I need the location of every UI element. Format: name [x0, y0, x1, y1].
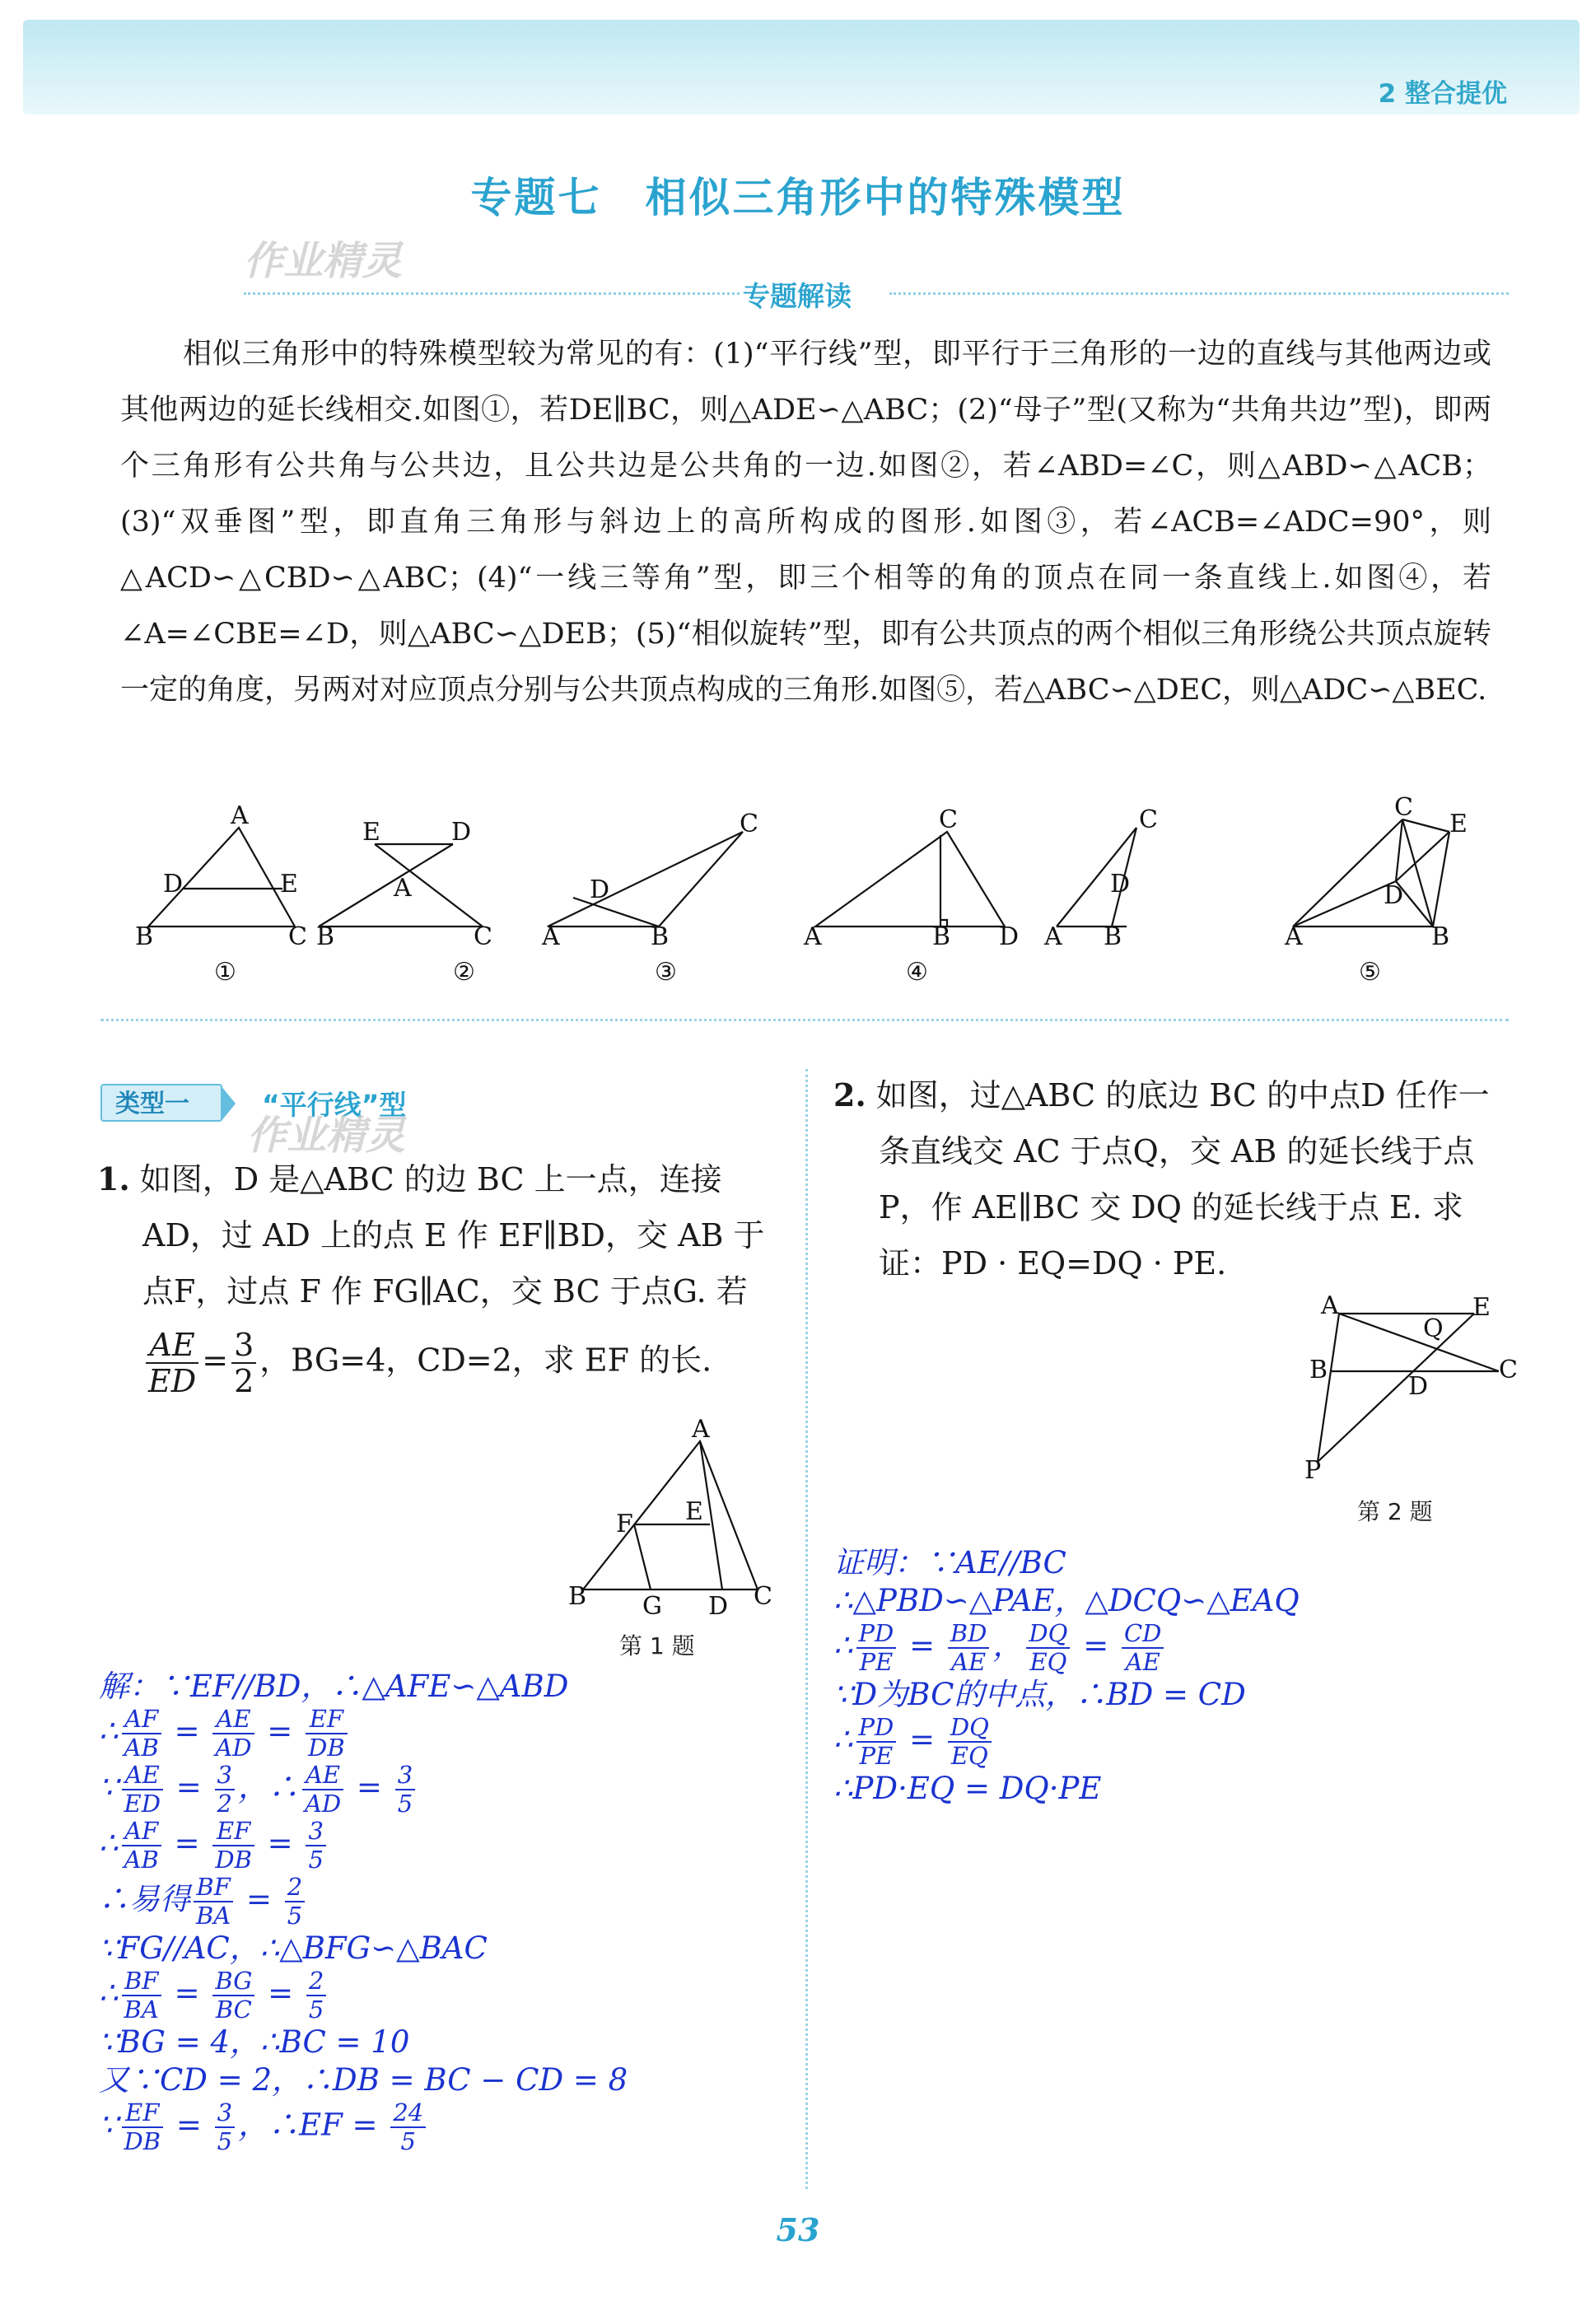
solution-2-line-3: ∴ $\frac{PD}{PE}$ = $\frac{BD}{AE}$ ， $\frac{DQ}{EQ}$ = $\frac{CD}{AE}$	[833, 1620, 1542, 1676]
figure-number-3: ③	[655, 958, 677, 987]
svg-text:C: C	[474, 922, 492, 951]
problem-2-line-1: 如图，过△ABC 的底边 BC 的中点D 任作一	[875, 1077, 1490, 1113]
svg-text:D: D	[1408, 1372, 1429, 1401]
svg-text:B: B	[932, 922, 951, 951]
solution-1-line-6: ∵FG//AC，∴△BFG∽△BAC	[99, 1930, 488, 1966]
svg-text:A: A	[1285, 922, 1303, 951]
solution-2-line-5: ∴ $\frac{PD}{PE}$ = $\frac{DQ}{EQ}$	[833, 1714, 1542, 1770]
solution-2-line-4: ∵D为BC的中点，∴BD = CD	[833, 1677, 1246, 1712]
problem-2-number: 2.	[833, 1076, 866, 1113]
svg-text:B: B	[1431, 922, 1450, 951]
solution-2	[833, 1544, 1542, 1808]
svg-text:C: C	[1499, 1356, 1518, 1384]
svg-text:A: A	[1044, 922, 1062, 951]
watermark-2: 作业精灵	[247, 1113, 406, 1159]
svg-text:E: E	[1472, 1293, 1491, 1322]
page-title: 专题七 相似三角形中的特殊模型	[470, 174, 1126, 222]
solution-1-line-7: ∴ $\frac{BF}{BA}$ = $\frac{BG}{BC}$ = $\frac{2}{5}$	[99, 1968, 791, 2024]
solution-1-line-10: ∵ $\frac{EF}{DB}$ = $\frac{3}{5}$ ，∴EF = $\frac{24}{5}$	[99, 2099, 791, 2155]
problem-1-line-2: AD，过 AD 上的点 E 作 EF∥BD，交 AB 于	[142, 1217, 765, 1253]
figure-number-4: ④	[906, 958, 928, 987]
solution-2-line-1: 证明：∵AE//BC	[833, 1545, 1066, 1580]
solution-1-line-8: ∵BG = 4，∴BC = 10	[99, 2024, 410, 2060]
problem-1-caption: 第 1 题	[619, 1632, 695, 1659]
solution-1-line-3: ∵ $\frac{AE}{ED}$ = $\frac{3}{2}$ ，∴ $\frac{AE}{AD}$ = $\frac{3}{5}$	[99, 1762, 791, 1818]
svg-text:B: B	[1104, 922, 1122, 951]
svg-text:F: F	[616, 1510, 633, 1538]
svg-text:A: A	[394, 874, 412, 903]
problem-2-line-4: 证：PD · EQ=DQ · PE.	[879, 1245, 1227, 1281]
solution-1-line-1: 解：∵EF//BD，∴△AFE∽△ABD	[99, 1669, 569, 1704]
svg-text:C: C	[754, 1582, 772, 1611]
svg-text:C: C	[939, 805, 958, 834]
problem-1-line-4: ，BG=4，CD=2，求 EF 的长.	[259, 1342, 712, 1379]
problem-1-number: 1.	[97, 1160, 130, 1197]
svg-text:E: E	[280, 870, 298, 899]
model-figures	[124, 793, 1524, 1001]
svg-text:B: B	[568, 1582, 587, 1611]
solution-1-line-4: ∴ $\frac{AF}{AB}$ = $\frac{EF}{DB}$ = $\frac{3}{5}$	[99, 1818, 791, 1874]
subhead: 专题解读	[743, 280, 852, 312]
type-badge-arrow	[221, 1085, 236, 1122]
svg-text:A: A	[542, 922, 560, 951]
svg-text:D: D	[590, 875, 610, 904]
solution-1	[99, 1668, 791, 2155]
svg-text:B: B	[135, 922, 154, 951]
svg-text:A: A	[1321, 1291, 1339, 1320]
watermark: 作业精灵	[244, 238, 403, 284]
problem-2-line-2: 条直线交 AC 于点Q，交 AB 的延长线于点	[879, 1133, 1475, 1169]
solution-1-line-9: 又∵CD = 2，∴DB = BC − CD = 8	[99, 2062, 628, 2098]
svg-text:C: C	[1139, 805, 1158, 834]
problem-1-fraction-ae-ed: $\frac{AE}{ED}$	[146, 1328, 198, 1398]
svg-text:B: B	[1309, 1356, 1328, 1384]
section-tag: 2 整合提优	[1378, 79, 1507, 109]
svg-text:C: C	[740, 810, 758, 838]
solution-2-line-2: ∴△PBD∽△PAE，△DCQ∽△EAQ	[833, 1583, 1300, 1618]
problem-1: 1. 如图，D 是△ABC 的边 BC 上一点，连接 AD，过 AD 上的点 E 作 EF∥BD，交 AB 于 点F，过点 F 作 FG∥AC，交 BC 于点G. 若 $\frac{AE}{ED}$ = $\frac{3}{2}$ ，BG=4，CD=2，求 EF 的长.	[97, 1151, 772, 1398]
header-band	[23, 20, 1580, 114]
svg-text:C: C	[288, 922, 307, 951]
page-number: 53	[776, 2211, 820, 2248]
svg-text:A: A	[231, 801, 249, 830]
type-badge: 类型一	[100, 1084, 222, 1122]
intro-paragraph	[120, 326, 1491, 718]
svg-text:D: D	[163, 870, 184, 899]
svg-text:C: C	[1394, 793, 1413, 822]
svg-text:D: D	[999, 922, 1020, 951]
subhead-rule-right	[889, 292, 1509, 295]
solution-1-line-2: ∴ $\frac{AF}{AB}$ = $\frac{AE}{AD}$ = $\frac{EF}{DB}$	[99, 1706, 791, 1762]
svg-text:D: D	[451, 818, 472, 847]
svg-text:E: E	[362, 818, 380, 847]
intro-text: 相似三角形中的特殊模型较为常见的有：(1)“平行线”型，即平行于三角形的一边的直线与其他两边或其他两边的延长线相交.如图①，若DE∥BC，则△ADE∽△ABC；(2)“母子”型(又称为“共角共边”型)，即两个三角形有公共角与公共边，且公共边是公共角的一边.如图②，若∠ABD=∠C，则△ABD∽△ACB；(3)“双垂图”型，即直角三角形与斜边上的高所构成的图形.如图③，若∠ACB=∠ADC=90°，则△ACD∽△CBD∽△ABC；(4)“一线三等角”型，即三个相等的角的顶点在同一条直线上.如图④，若∠A=∠CBE=∠D，则△ABC∽△DEB；(5)“相似旋转”型，即有公共顶点的两个相似三角形绕公共顶点旋转一定的角度，另两对对应顶点分别与公共顶点构成的三角形.如图⑤，若△ABC∽△DEC，则△ADC∽△BEC.	[120, 338, 1491, 707]
svg-text:D: D	[708, 1592, 729, 1621]
svg-text:Q: Q	[1423, 1314, 1444, 1343]
figure-number-2: ②	[453, 958, 475, 987]
svg-text:E: E	[1449, 810, 1468, 838]
svg-text:P: P	[1304, 1456, 1322, 1485]
figure-number-1: ①	[214, 958, 236, 987]
svg-text:A: A	[804, 922, 822, 951]
svg-text:G: G	[642, 1592, 662, 1621]
solution-1-line-5: ∴易得 $\frac{BF}{BA}$ = $\frac{2}{5}$	[99, 1874, 791, 1930]
type-name: “平行线”型	[262, 1089, 407, 1121]
problem-2-line-3: P，作 AE∥BC 交 DQ 的延长线于点 E. 求	[879, 1189, 1463, 1225]
solution-2-line-6: ∴PD·EQ = DQ·PE	[833, 1771, 1102, 1806]
svg-text:D: D	[1110, 870, 1131, 899]
svg-text:D: D	[1384, 881, 1404, 910]
problem-2-figure	[1304, 1289, 1524, 1487]
svg-text:B: B	[651, 922, 670, 951]
section-divider	[100, 1019, 1509, 1021]
problem-1-line-3: 点F，过点 F 作 FG∥AC，交 BC 于点G. 若	[142, 1273, 748, 1309]
problem-1-line-1: 如图，D 是△ABC 的边 BC 上一点，连接	[139, 1161, 722, 1197]
subhead-rule-left	[244, 292, 740, 295]
svg-text:A: A	[692, 1415, 710, 1444]
problem-1-figure	[560, 1415, 774, 1621]
svg-text:E: E	[685, 1497, 703, 1526]
problem-2	[833, 1067, 1517, 1291]
problem-1-fraction-3-2: $\frac{3}{2}$	[231, 1328, 256, 1398]
problem-2-caption: 第 2 题	[1357, 1498, 1433, 1525]
column-divider	[805, 1069, 808, 2189]
svg-text:B: B	[316, 922, 335, 951]
figure-number-5: ⑤	[1359, 958, 1381, 987]
